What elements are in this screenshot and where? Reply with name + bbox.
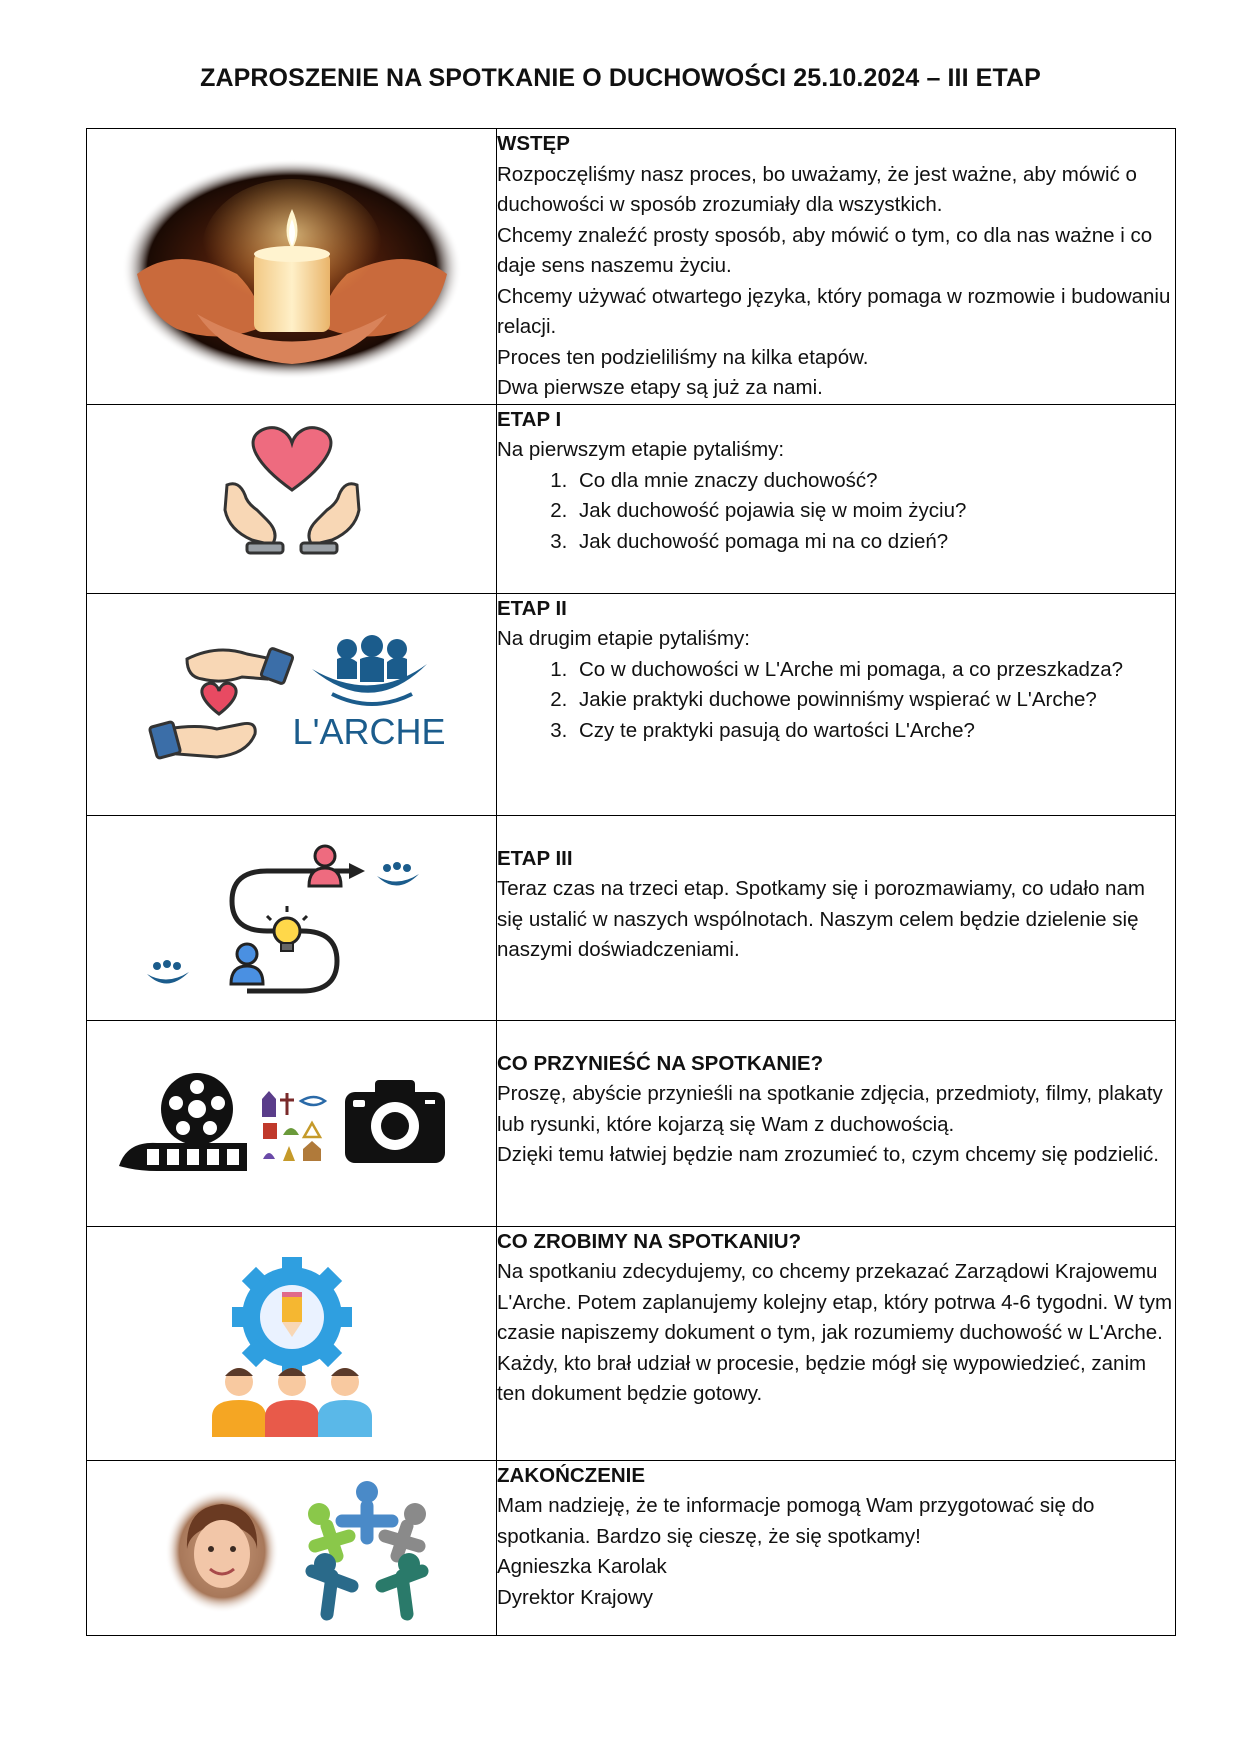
image-cell <box>87 404 497 593</box>
camera-icon <box>345 1078 445 1163</box>
image-cell <box>87 815 497 1020</box>
text-cell <box>497 593 1176 815</box>
text-cell <box>497 1226 1176 1460</box>
paragraph: Dwa pierwsze etapy są już za nami. <box>497 376 823 399</box>
image-cell <box>87 593 497 815</box>
list-item: 3. Czy te praktyki pasują do wartości L'Arche? <box>573 716 1175 747</box>
section-row-closing <box>87 1460 1176 1635</box>
list-item: 2. Jakie praktyki duchowe powinniśmy wspierać w L'Arche? <box>573 685 1175 716</box>
list-item: 2. Jak duchowość pojawia się w moim życiu? <box>573 496 1175 527</box>
section-row-what-to-bring <box>87 1020 1176 1226</box>
heart-hands-icon <box>217 425 367 575</box>
section-row-stage-3 <box>87 815 1176 1020</box>
paragraph: Chcemy używać otwartego języka, który pomaga w rozmowie i budowaniu relacji. <box>497 284 1171 338</box>
section-row-what-we-do <box>87 1226 1176 1460</box>
question-list <box>497 655 1175 747</box>
section-title: CO ZROBIMY NA SPOTKANIU? <box>497 1229 802 1253</box>
religious-symbols-icon <box>259 1091 331 1166</box>
image-cell <box>87 129 497 405</box>
candle-in-hands-image <box>117 154 467 384</box>
list-item: 3. Jak duchowość pomaga mi na co dzień? <box>573 527 1175 558</box>
larche-logo-text: L'ARCHE <box>292 710 446 752</box>
section-title: ETAP II <box>497 596 567 620</box>
question-list <box>497 466 1175 558</box>
invitation-table <box>86 128 1176 1636</box>
paragraph: Teraz czas na trzeci etap. Spotkamy się i porozmawiamy, co udało nam się ustalić w naszych wspólnotach. Naszym celem będzie dzielenie się naszymi doświadczeniami. <box>497 877 1145 961</box>
text-cell <box>497 815 1176 1020</box>
image-cell <box>87 1226 497 1460</box>
list-item: 1. Co dla mnie znaczy duchowość? <box>573 466 1175 497</box>
paragraph: Proces ten podzieliliśmy na kilka etapów. <box>497 345 869 369</box>
paragraph: Proszę, abyście przynieśli na spotkanie zdjęcia, przedmioty, filmy, plakaty lub rysunki, które kojarzą się Wam z duchowością. <box>497 1082 1163 1136</box>
page-title: ZAPROSZENIE NA SPOTKANIE O DUCHOWOŚCI 25.10.2024 – III ETAP <box>200 64 1041 92</box>
community-circle-icon <box>297 1476 437 1626</box>
section-row-intro <box>87 129 1176 405</box>
intro-line: Na pierwszym etapie pytaliśmy: <box>497 438 785 461</box>
section-row-stage-1 <box>87 404 1176 593</box>
paragraph: Na spotkaniu zdecydujemy, co chcemy przekazać Zarządowi Krajowemu L'Arche. Potem zaplanujemy kolejny etap, który potrwa 4-6 tygodni. W tym czasie napiszemy dokument o tym, jak rozumiemy duchowość w L'Arche. Każdy, kto brał udział w procesie, będzie mógł się wypowiedzieć, zanim ten dokument będzie gotowy. <box>497 1260 1173 1405</box>
paragraph: Dzięki temu łatwiej będzie nam zrozumieć to, czym chcemy się podzielić. <box>497 1143 1159 1166</box>
journey-path-icon <box>137 836 477 1006</box>
signature-name: Agnieszka Karolak <box>497 1555 667 1578</box>
text-cell <box>497 1460 1176 1635</box>
image-cell <box>87 1460 497 1635</box>
team-idea-gear-icon <box>197 1252 387 1437</box>
paragraph: Rozpoczęliśmy nasz proces, bo uważamy, że jest ważne, aby mówić o duchowości w sposób zrozumiały dla wszystkich. <box>497 162 1137 216</box>
signature-role: Dyrektor Krajowy <box>497 1585 654 1609</box>
intro-line: Na drugim etapie pytaliśmy: <box>497 627 750 650</box>
section-title: ETAP III <box>497 846 573 870</box>
section-title: CO PRZYNIEŚĆ NA SPOTKANIE? <box>497 1051 824 1075</box>
portrait-photo <box>165 1489 280 1614</box>
text-cell <box>497 1020 1176 1226</box>
paragraph: Mam nadzieję, że te informacje pomogą Wam przygotować się do spotkania. Bardzo się cieszę, że się spotkamy! <box>497 1494 1095 1548</box>
film-reel-icon <box>117 1071 252 1181</box>
larche-logo <box>292 624 446 754</box>
paragraph: Chcemy znaleźć prosty sposób, aby mówić o tym, co dla nas ważne i co daje sens naszemu życiu. <box>497 223 1153 277</box>
section-title: ETAP I <box>497 407 562 431</box>
section-title: WSTĘP <box>497 132 570 155</box>
section-title: ZAKOŃCZENIE <box>497 1463 646 1487</box>
text-cell <box>497 404 1176 593</box>
text-cell <box>497 129 1176 405</box>
giving-heart-icon <box>147 629 297 779</box>
image-cell <box>87 1020 497 1226</box>
section-row-stage-2 <box>87 593 1176 815</box>
list-item: 1. Co w duchowości w L'Arche mi pomaga, a co przeszkadza? <box>573 655 1175 686</box>
